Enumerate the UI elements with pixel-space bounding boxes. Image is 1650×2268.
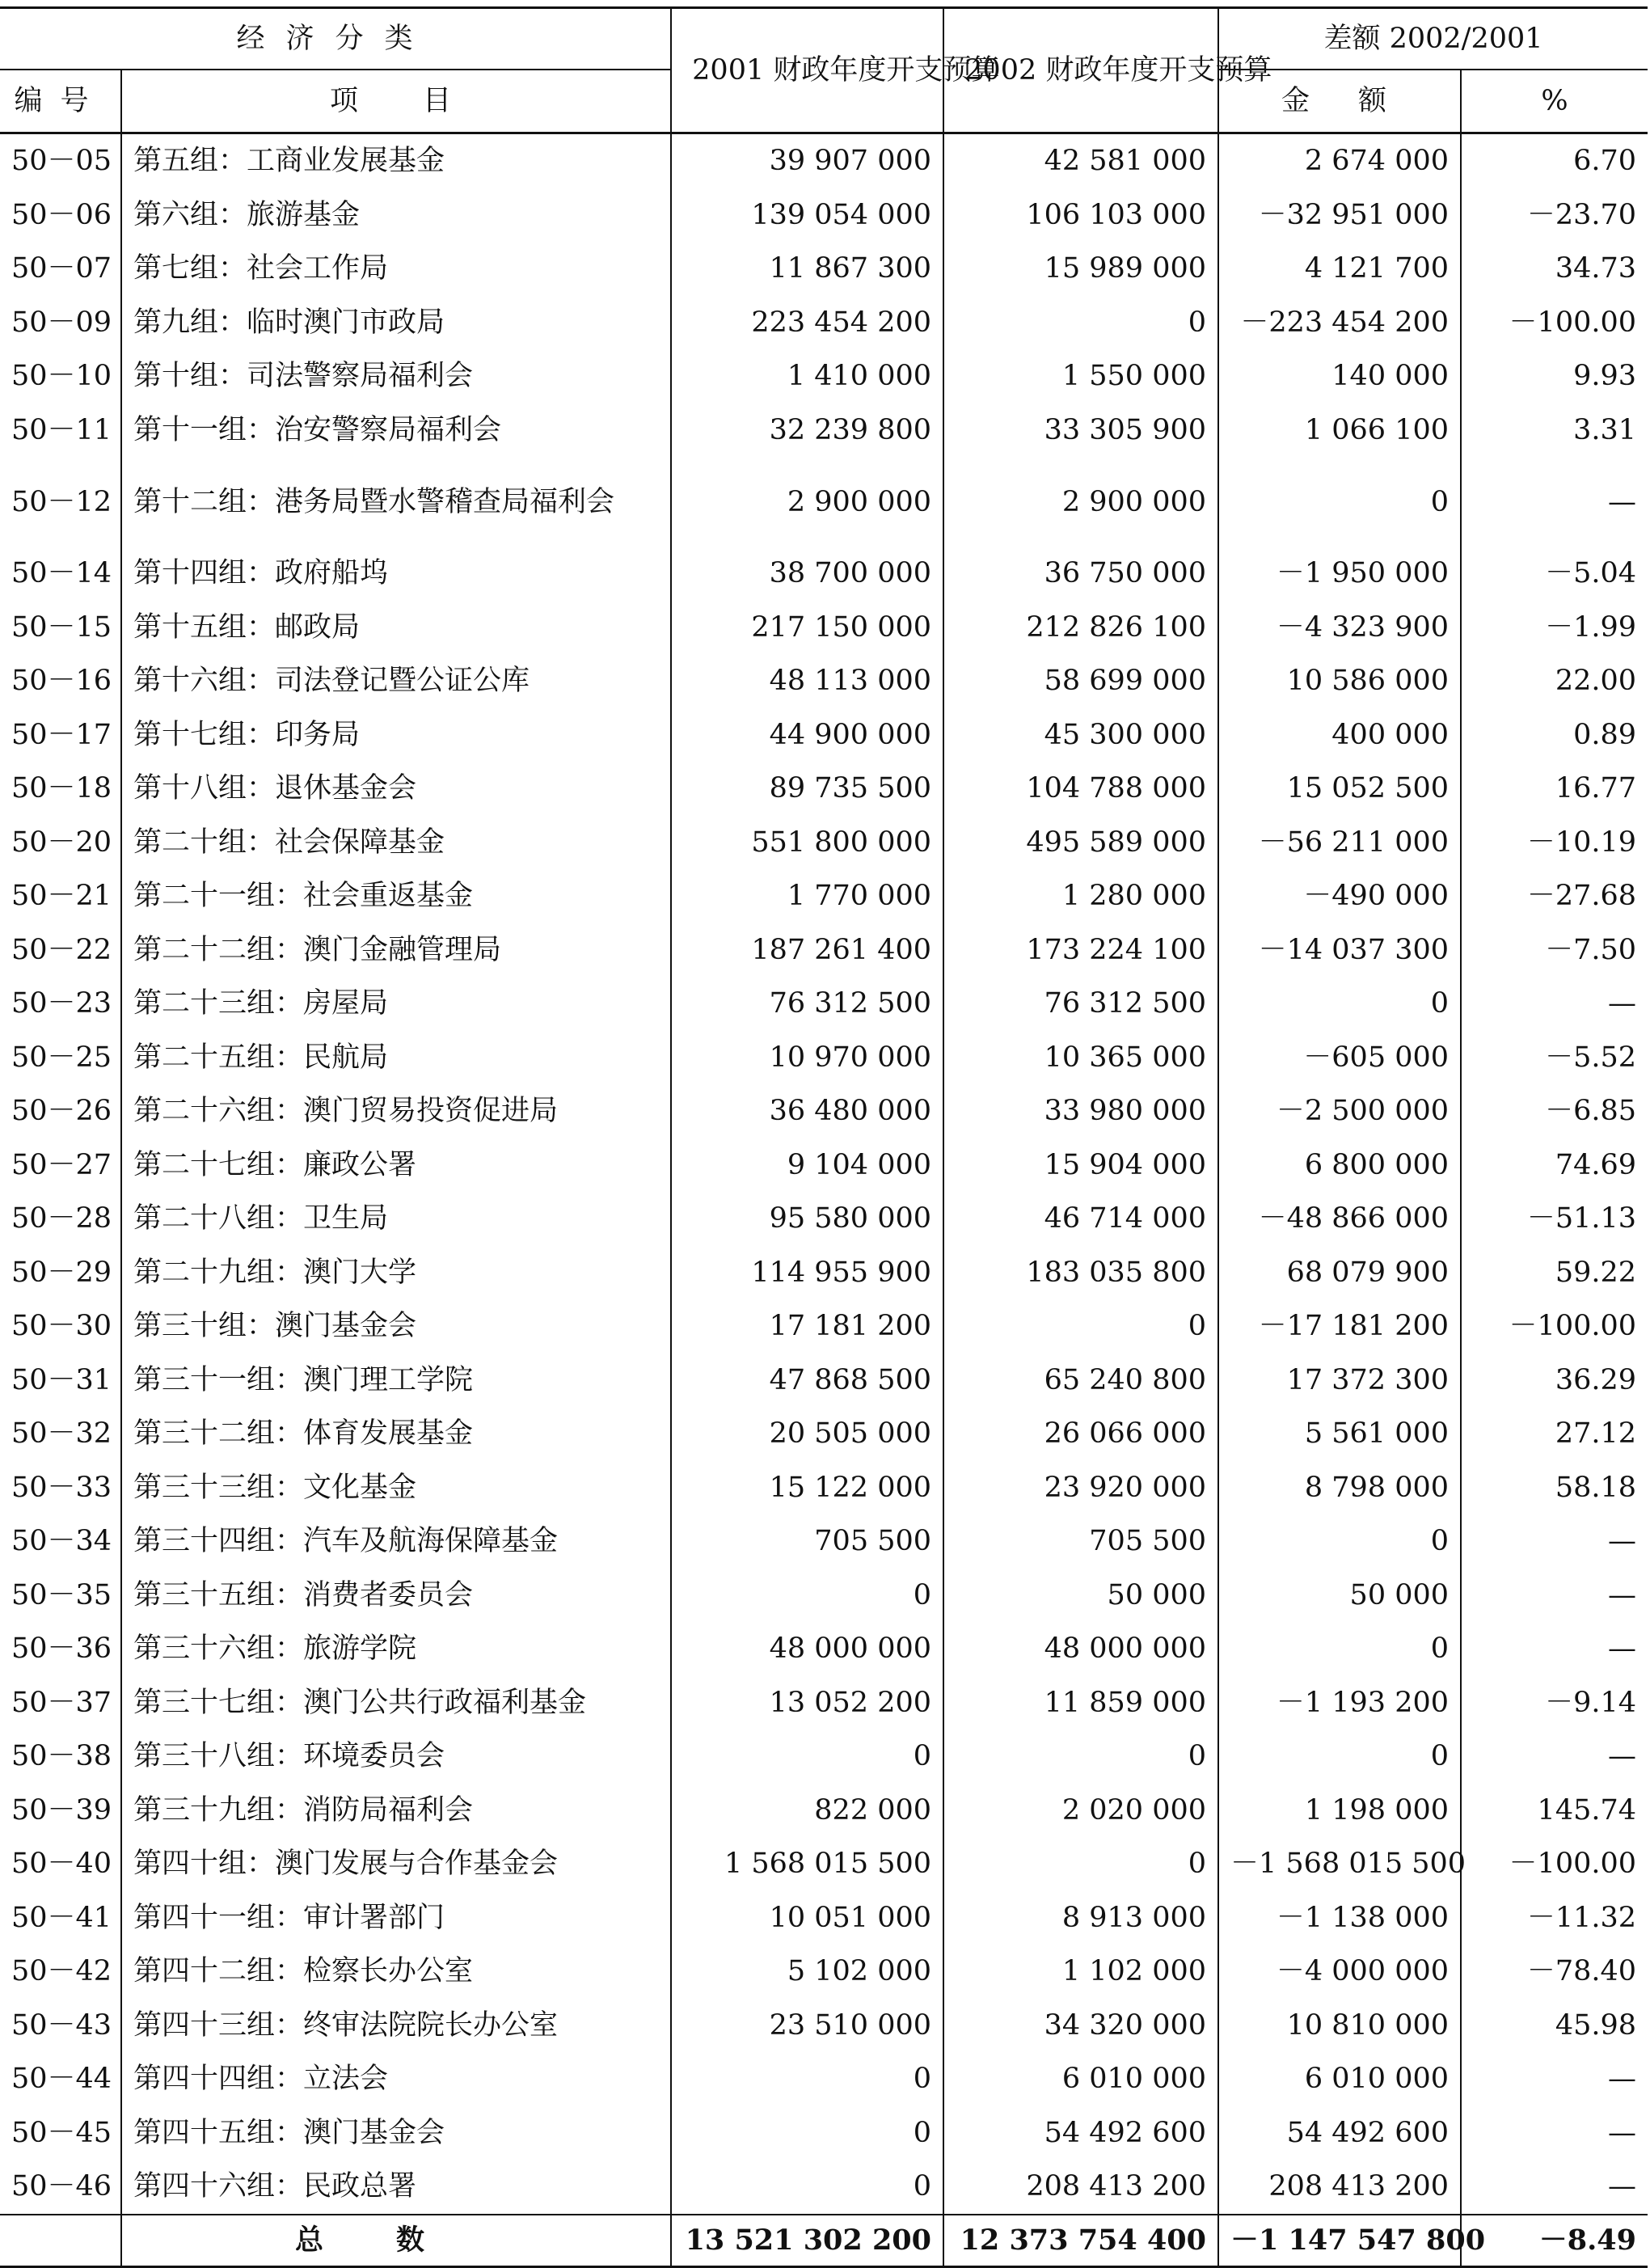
row-difference-percent: — [1461, 457, 1648, 547]
row-budget-2002: 36 750 000 [943, 547, 1218, 601]
row-budget-2002: 15 989 000 [943, 242, 1218, 296]
row-budget-2002: 58 699 000 [943, 654, 1218, 708]
table-row [0, 1514, 1648, 1569]
table-row [0, 1837, 1648, 1891]
row-code: 50－35 [11, 1578, 112, 1611]
row-budget-2002: 10 365 000 [943, 1031, 1218, 1085]
row-budget-2002: 1 550 000 [943, 349, 1218, 403]
row-item: 第三十七组：澳门公共行政福利基金 [121, 1676, 671, 1730]
row-budget-2001: 23 510 000 [671, 1999, 943, 2053]
economic-classification-header: 经济分类 [0, 8, 671, 70]
row-budget-2002: 50 000 [943, 1569, 1218, 1623]
row-code: 50－20 [11, 826, 112, 859]
row-difference-percent: — [1461, 1622, 1648, 1676]
table-row [0, 1622, 1648, 1676]
total-row [0, 2215, 1648, 2267]
row-difference-amount: －1 193 200 [1218, 1676, 1461, 1730]
amount-header: 金额 [1218, 70, 1461, 133]
row-item: 第三十组：澳门基金会 [121, 1299, 671, 1354]
row-budget-2002: 106 103 000 [943, 188, 1218, 243]
row-difference-amount: 54 492 600 [1218, 2106, 1461, 2160]
row-item: 第四十四组：立法会 [121, 2052, 671, 2106]
row-item: 第三十九组：消防局福利会 [121, 1784, 671, 1838]
row-code: 50－12 [11, 485, 112, 518]
row-budget-2001: 139 054 000 [671, 188, 943, 243]
row-difference-amount: －32 951 000 [1218, 188, 1461, 243]
row-budget-2001: 551 800 000 [671, 816, 943, 870]
row-code: 50－31 [11, 1363, 112, 1396]
row-item: 第四十二组：检察长办公室 [121, 1945, 671, 1999]
row-item: 第二十五组：民航局 [121, 1031, 671, 1085]
row-budget-2002: 34 320 000 [943, 1999, 1218, 2053]
row-budget-2002: 6 010 000 [943, 2052, 1218, 2106]
row-difference-percent: 27.12 [1461, 1407, 1648, 1461]
row-code: 50－28 [11, 1202, 112, 1235]
row-difference-amount: 208 413 200 [1218, 2160, 1461, 2215]
row-difference-amount: 2 674 000 [1218, 133, 1461, 188]
table-row [0, 1945, 1648, 1999]
difference-header: 差额 2002/2001 [1218, 8, 1648, 70]
row-budget-2001: 48 000 000 [671, 1622, 943, 1676]
row-budget-2001: 1 568 015 500 [671, 1837, 943, 1891]
table-row [0, 654, 1648, 708]
row-budget-2001: 76 312 500 [671, 977, 943, 1031]
row-budget-2002: 54 492 600 [943, 2106, 1218, 2160]
row-budget-2001: 44 900 000 [671, 708, 943, 762]
row-code: 50－21 [11, 880, 112, 913]
row-code: 50－10 [11, 360, 112, 393]
row-budget-2001: 13 052 200 [671, 1676, 943, 1730]
table-row [0, 296, 1648, 350]
row-difference-amount: －1 950 000 [1218, 547, 1461, 601]
row-code: 50－05 [11, 145, 112, 178]
row-item: 第二十七组：廉政公署 [121, 1138, 671, 1193]
row-difference-percent: — [1461, 2160, 1648, 2215]
row-item: 第十一组：治安警察局福利会 [121, 403, 671, 458]
row-budget-2001: 36 480 000 [671, 1084, 943, 1138]
row-budget-2002: 48 000 000 [943, 1622, 1218, 1676]
row-budget-2002: 1 280 000 [943, 869, 1218, 923]
row-difference-percent: 36.29 [1461, 1354, 1648, 1408]
row-difference-percent: －100.00 [1461, 296, 1648, 350]
row-difference-percent: 59.22 [1461, 1246, 1648, 1300]
row-difference-percent: 74.69 [1461, 1138, 1648, 1193]
table-row [0, 1138, 1648, 1193]
row-difference-amount: 0 [1218, 1622, 1461, 1676]
table-row [0, 1784, 1648, 1838]
row-difference-amount: －223 454 200 [1218, 296, 1461, 350]
table-row [0, 1246, 1648, 1300]
row-difference-percent: －10.19 [1461, 816, 1648, 870]
row-item: 第四十六组：民政总署 [121, 2160, 671, 2215]
row-difference-amount: 6 800 000 [1218, 1138, 1461, 1193]
row-code: 50－30 [11, 1310, 112, 1343]
total-budget-2001: 13 521 302 200 [671, 2215, 943, 2267]
table-row [0, 601, 1648, 655]
row-difference-amount: －490 000 [1218, 869, 1461, 923]
row-item: 第三十三组：文化基金 [121, 1461, 671, 1515]
row-item: 第三十八组：环境委员会 [121, 1730, 671, 1784]
row-difference-amount: 17 372 300 [1218, 1354, 1461, 1408]
row-difference-percent: －9.14 [1461, 1676, 1648, 1730]
table-row [0, 1569, 1648, 1623]
total-difference-percent: －8.49 [1461, 2215, 1648, 2267]
row-difference-amount: 1 066 100 [1218, 403, 1461, 458]
row-difference-percent: 45.98 [1461, 1999, 1648, 2053]
table-header [0, 8, 1648, 133]
row-difference-amount: 10 586 000 [1218, 654, 1461, 708]
table-row [0, 1461, 1648, 1515]
row-item: 第十八组：退休基金会 [121, 762, 671, 816]
row-item: 第十七组：印务局 [121, 708, 671, 762]
row-difference-percent: 34.73 [1461, 242, 1648, 296]
row-budget-2001: 10 051 000 [671, 1891, 943, 1945]
row-budget-2001: 5 102 000 [671, 1945, 943, 1999]
row-budget-2002: 0 [943, 1837, 1218, 1891]
row-difference-amount: 400 000 [1218, 708, 1461, 762]
budget-2001-header-text: 2001 财政年度开支预算 [692, 54, 1000, 87]
row-difference-amount: 4 121 700 [1218, 242, 1461, 296]
row-difference-percent: －11.32 [1461, 1891, 1648, 1945]
row-budget-2001: 15 122 000 [671, 1461, 943, 1515]
table-row [0, 1354, 1648, 1408]
row-item: 第三十四组：汽车及航海保障基金 [121, 1514, 671, 1569]
row-budget-2002: 26 066 000 [943, 1407, 1218, 1461]
row-item: 第三十五组：消费者委员会 [121, 1569, 671, 1623]
row-code: 50－33 [11, 1471, 112, 1504]
row-budget-2002: 46 714 000 [943, 1192, 1218, 1246]
code-header: 编号 [14, 85, 107, 117]
row-budget-2002: 15 904 000 [943, 1138, 1218, 1193]
row-code: 50－29 [11, 1256, 112, 1289]
row-code: 50－41 [11, 1901, 112, 1934]
table-row [0, 2160, 1648, 2215]
row-item: 第四十五组：澳门基金会 [121, 2106, 671, 2160]
total-label: 总数 [121, 2215, 671, 2267]
row-difference-amount: 5 561 000 [1218, 1407, 1461, 1461]
row-budget-2002: 2 020 000 [943, 1784, 1218, 1838]
row-difference-amount: －1 138 000 [1218, 1891, 1461, 1945]
table-row [0, 1407, 1648, 1461]
row-item: 第二十六组：澳门贸易投资促进局 [121, 1084, 671, 1138]
row-budget-2002: 705 500 [943, 1514, 1218, 1569]
row-code: 50－25 [11, 1041, 112, 1074]
row-item: 第十六组：司法登记暨公证公库 [121, 654, 671, 708]
table-row [0, 816, 1648, 870]
table-row [0, 1084, 1648, 1138]
budget-2002-header [943, 8, 1272, 133]
row-budget-2001: 48 113 000 [671, 654, 943, 708]
row-budget-2001: 1 770 000 [671, 869, 943, 923]
row-difference-percent: －78.40 [1461, 1945, 1648, 1999]
row-code: 50－22 [11, 933, 112, 966]
row-item: 第四十三组：终审法院院长办公室 [121, 1999, 671, 2053]
row-budget-2002: 0 [943, 1299, 1218, 1354]
row-budget-2002: 1 102 000 [943, 1945, 1218, 1999]
row-difference-amount: 68 079 900 [1218, 1246, 1461, 1300]
row-budget-2001: 95 580 000 [671, 1192, 943, 1246]
row-budget-2002: 495 589 000 [943, 816, 1218, 870]
row-difference-amount: 0 [1218, 1730, 1461, 1784]
row-difference-amount: 0 [1218, 457, 1461, 547]
table-row [0, 349, 1648, 403]
row-budget-2002: 104 788 000 [943, 762, 1218, 816]
budget-table [0, 6, 1648, 2268]
row-code: 50－17 [11, 718, 112, 751]
row-item: 第五组：工商业发展基金 [121, 133, 671, 188]
budget-2002-header-text: 2002 财政年度开支预算 [964, 54, 1272, 87]
row-budget-2002: 42 581 000 [943, 133, 1218, 188]
table-row [0, 1031, 1648, 1085]
row-difference-amount: 15 052 500 [1218, 762, 1461, 816]
row-code: 50－44 [11, 2063, 112, 2096]
row-difference-percent: －23.70 [1461, 188, 1648, 243]
table-row [0, 977, 1648, 1031]
row-item: 第六组：旅游基金 [121, 188, 671, 243]
row-code: 50－11 [11, 413, 112, 446]
row-code: 50－38 [11, 1740, 112, 1773]
row-difference-percent: 9.93 [1461, 349, 1648, 403]
row-budget-2001: 10 970 000 [671, 1031, 943, 1085]
row-difference-percent: — [1461, 1569, 1648, 1623]
row-difference-percent: 3.31 [1461, 403, 1648, 458]
row-difference-percent: －100.00 [1461, 1299, 1648, 1354]
table-row [0, 1676, 1648, 1730]
row-difference-percent: －6.85 [1461, 1084, 1648, 1138]
row-item: 第二十三组：房屋局 [121, 977, 671, 1031]
table-row [0, 869, 1648, 923]
row-code: 50－42 [11, 1955, 112, 1988]
row-budget-2002: 65 240 800 [943, 1354, 1218, 1408]
row-budget-2001: 1 410 000 [671, 349, 943, 403]
row-budget-2001: 223 454 200 [671, 296, 943, 350]
total-difference-amount: －1 147 547 800 [1218, 2215, 1461, 2267]
row-code: 50－45 [11, 2116, 112, 2149]
row-item: 第九组：临时澳门市政局 [121, 296, 671, 350]
row-budget-2001: 705 500 [671, 1514, 943, 1569]
row-budget-2002: 8 913 000 [943, 1891, 1218, 1945]
row-code: 50－39 [11, 1793, 112, 1827]
row-difference-percent: 16.77 [1461, 762, 1648, 816]
table-row [0, 242, 1648, 296]
row-difference-amount: 50 000 [1218, 1569, 1461, 1623]
row-code: 50－09 [11, 306, 112, 339]
row-difference-percent: －1.99 [1461, 601, 1648, 655]
row-difference-amount: 8 798 000 [1218, 1461, 1461, 1515]
table-row [0, 1299, 1648, 1354]
row-difference-percent: －7.50 [1461, 923, 1648, 978]
row-code: 50－27 [11, 1148, 112, 1181]
row-budget-2002: 76 312 500 [943, 977, 1218, 1031]
row-difference-amount: －1 568 015 500 [1218, 1837, 1461, 1891]
row-difference-amount: －4 000 000 [1218, 1945, 1461, 1999]
table-row [0, 2106, 1648, 2160]
row-budget-2001: 38 700 000 [671, 547, 943, 601]
row-difference-amount: －14 037 300 [1218, 923, 1461, 978]
row-difference-percent: — [1461, 977, 1648, 1031]
row-budget-2001: 187 261 400 [671, 923, 943, 978]
row-difference-amount: －2 500 000 [1218, 1084, 1461, 1138]
row-difference-percent: 58.18 [1461, 1461, 1648, 1515]
row-budget-2001: 0 [671, 1569, 943, 1623]
row-code: 50－16 [11, 665, 112, 698]
row-budget-2001: 2 900 000 [671, 457, 943, 547]
total-budget-2002: 12 373 754 400 [943, 2215, 1218, 2267]
row-budget-2001: 822 000 [671, 1784, 943, 1838]
row-budget-2002: 0 [943, 296, 1218, 350]
table-row [0, 1891, 1648, 1945]
row-item: 第三十二组：体育发展基金 [121, 1407, 671, 1461]
row-code: 50－34 [11, 1525, 112, 1558]
percent-header: % [1461, 70, 1648, 133]
row-difference-percent: －100.00 [1461, 1837, 1648, 1891]
row-difference-percent: 22.00 [1461, 654, 1648, 708]
row-item: 第二十组：社会保障基金 [121, 816, 671, 870]
row-budget-2001: 9 104 000 [671, 1138, 943, 1193]
table-row [0, 1730, 1648, 1784]
row-difference-percent: －5.52 [1461, 1031, 1648, 1085]
row-difference-percent: 6.70 [1461, 133, 1648, 188]
table-row [0, 1999, 1648, 2053]
row-code: 50－26 [11, 1095, 112, 1128]
table-row [0, 708, 1648, 762]
row-budget-2002: 183 035 800 [943, 1246, 1218, 1300]
table-row [0, 188, 1648, 243]
row-budget-2002: 45 300 000 [943, 708, 1218, 762]
row-item: 第三十一组：澳门理工学院 [121, 1354, 671, 1408]
row-code: 50－43 [11, 2008, 112, 2042]
budget-2001-header [671, 8, 1000, 133]
table-row [0, 133, 1648, 188]
row-difference-amount: 10 810 000 [1218, 1999, 1461, 2053]
row-budget-2002: 173 224 100 [943, 923, 1218, 978]
row-difference-percent: 145.74 [1461, 1784, 1648, 1838]
row-difference-percent: — [1461, 2052, 1648, 2106]
row-budget-2002: 23 920 000 [943, 1461, 1218, 1515]
row-item: 第十四组：政府船坞 [121, 547, 671, 601]
row-budget-2002: 11 859 000 [943, 1676, 1218, 1730]
row-budget-2001: 89 735 500 [671, 762, 943, 816]
row-difference-amount: －17 181 200 [1218, 1299, 1461, 1354]
row-difference-percent: －5.04 [1461, 547, 1648, 601]
row-budget-2001: 11 867 300 [671, 242, 943, 296]
row-difference-amount: 1 198 000 [1218, 1784, 1461, 1838]
row-code: 50－32 [11, 1417, 112, 1451]
row-budget-2002: 0 [943, 1730, 1218, 1784]
row-difference-amount: －48 866 000 [1218, 1192, 1461, 1246]
row-budget-2001: 0 [671, 2160, 943, 2215]
row-budget-2001: 17 181 200 [671, 1299, 943, 1354]
row-difference-amount: 0 [1218, 977, 1461, 1031]
table-row [0, 457, 1648, 547]
row-budget-2002: 33 980 000 [943, 1084, 1218, 1138]
row-code: 50－36 [11, 1632, 112, 1666]
row-difference-amount: －4 323 900 [1218, 601, 1461, 655]
row-item: 第二十一组：社会重返基金 [121, 869, 671, 923]
row-item: 第十组：司法警察局福利会 [121, 349, 671, 403]
row-difference-amount: 140 000 [1218, 349, 1461, 403]
row-item: 第二十九组：澳门大学 [121, 1246, 671, 1300]
row-code: 50－37 [11, 1686, 112, 1719]
row-budget-2002: 2 900 000 [943, 457, 1218, 547]
table-row [0, 2052, 1648, 2106]
row-budget-2002: 208 413 200 [943, 2160, 1218, 2215]
row-item: 第四十组：澳门发展与合作基金会 [121, 1837, 671, 1891]
row-item: 第十五组：邮政局 [121, 601, 671, 655]
table-body [0, 133, 1648, 2267]
row-budget-2001: 32 239 800 [671, 403, 943, 458]
table-row [0, 1192, 1648, 1246]
row-item: 第十二组：港务局暨水警稽查局福利会 [121, 457, 671, 547]
row-difference-percent: －27.68 [1461, 869, 1648, 923]
row-item: 第四十一组：审计署部门 [121, 1891, 671, 1945]
row-difference-percent: — [1461, 1514, 1648, 1569]
row-code: 50－40 [11, 1848, 112, 1881]
row-difference-amount: 0 [1218, 1514, 1461, 1569]
row-difference-amount: －605 000 [1218, 1031, 1461, 1085]
row-difference-percent: 0.89 [1461, 708, 1648, 762]
row-code: 50－46 [11, 2170, 112, 2203]
total-code-blank [0, 2215, 121, 2267]
row-budget-2001: 0 [671, 2106, 943, 2160]
row-code: 50－07 [11, 252, 112, 285]
row-difference-percent: — [1461, 1730, 1648, 1784]
table-row [0, 762, 1648, 816]
row-difference-amount: －56 211 000 [1218, 816, 1461, 870]
table-row [0, 547, 1648, 601]
row-code: 50－15 [11, 610, 112, 644]
row-budget-2001: 20 505 000 [671, 1407, 943, 1461]
row-difference-amount: 6 010 000 [1218, 2052, 1461, 2106]
row-budget-2001: 0 [671, 2052, 943, 2106]
row-item: 第二十二组：澳门金融管理局 [121, 923, 671, 978]
row-budget-2001: 217 150 000 [671, 601, 943, 655]
table-row [0, 403, 1648, 458]
row-budget-2001: 47 868 500 [671, 1354, 943, 1408]
row-code: 50－23 [11, 987, 112, 1020]
row-budget-2002: 212 826 100 [943, 601, 1218, 655]
row-budget-2001: 39 907 000 [671, 133, 943, 188]
row-budget-2002: 33 305 900 [943, 403, 1218, 458]
row-budget-2001: 114 955 900 [671, 1246, 943, 1300]
row-difference-percent: — [1461, 2106, 1648, 2160]
row-item: 第七组：社会工作局 [121, 242, 671, 296]
row-item: 第三十六组：旅游学院 [121, 1622, 671, 1676]
item-header: 项目 [121, 70, 671, 133]
table-row [0, 923, 1648, 978]
row-code: 50－14 [11, 557, 112, 590]
row-code: 50－06 [11, 198, 112, 231]
row-code: 50－18 [11, 772, 112, 805]
row-budget-2001: 0 [671, 1730, 943, 1784]
row-item: 第二十八组：卫生局 [121, 1192, 671, 1246]
row-difference-percent: －51.13 [1461, 1192, 1648, 1246]
